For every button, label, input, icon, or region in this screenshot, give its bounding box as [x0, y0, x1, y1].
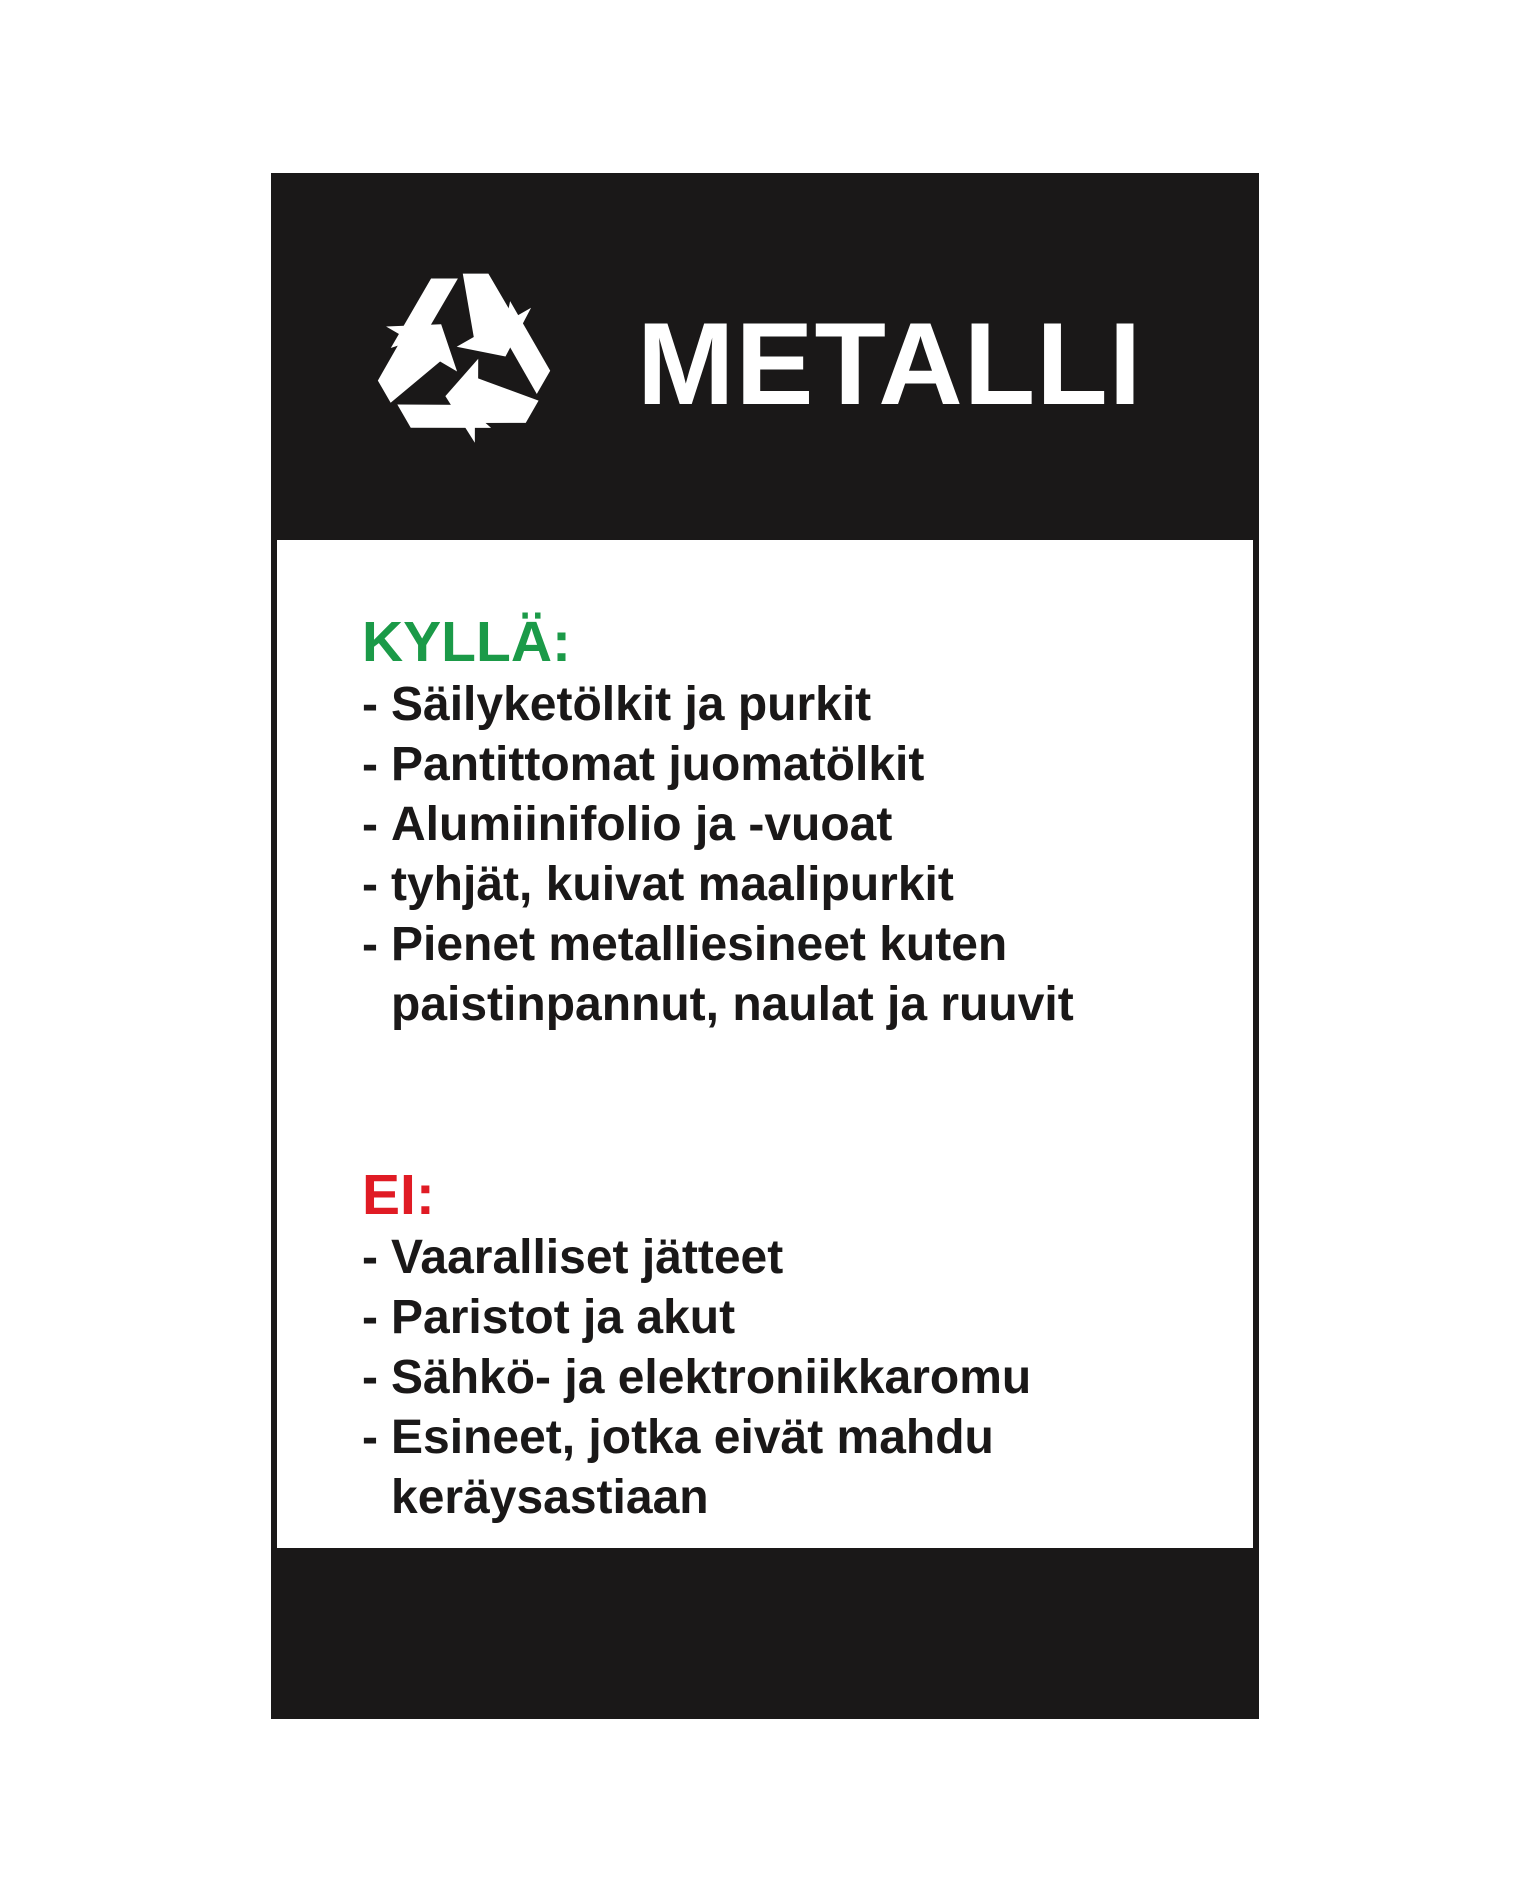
list-dash: -	[362, 798, 378, 851]
list-dash: -	[362, 1291, 378, 1344]
list-dash: -	[362, 678, 378, 731]
list-item	[362, 855, 1222, 915]
sign-content	[362, 609, 1222, 1528]
list-item-text: Säilyketölkit ja purkit	[391, 678, 872, 731]
list-dash: -	[362, 918, 378, 971]
list-item-text: Paristot ja akut	[391, 1291, 736, 1344]
accepted-list	[362, 675, 1222, 1035]
list-item	[362, 795, 1222, 855]
rejected-heading: EI:	[362, 1163, 435, 1227]
list-item-text: Pienet metalliesineet kuten paistinpannut, naulat ja ruuvit	[391, 918, 1074, 1031]
rejected-list	[362, 1228, 1222, 1528]
accepted-section	[362, 609, 1222, 1035]
rejected-section	[362, 1162, 1222, 1528]
list-item-text: Esineet, jotka eivät mahdu keräysastiaan	[391, 1411, 994, 1524]
list-item	[362, 915, 1222, 1035]
list-item-text: Pantittomat juomatölkit	[391, 738, 925, 791]
list-item	[362, 1228, 1222, 1288]
accepted-heading: KYLLÄ:	[362, 610, 571, 674]
list-item-text: Vaaralliset jätteet	[391, 1231, 784, 1284]
list-item	[362, 735, 1222, 795]
list-dash: -	[362, 1351, 378, 1404]
sign-footer-band	[277, 1548, 1253, 1713]
list-item	[362, 1408, 1222, 1528]
list-dash: -	[362, 858, 378, 911]
sign-header	[277, 179, 1253, 540]
list-dash: -	[362, 1411, 378, 1464]
recycle-icon	[339, 237, 589, 481]
list-item	[362, 675, 1222, 735]
list-item	[362, 1288, 1222, 1348]
sign-title: METALLI	[637, 298, 1143, 429]
list-item-text: Alumiinifolio ja -vuoat	[391, 798, 893, 851]
list-item	[362, 1348, 1222, 1408]
list-dash: -	[362, 1231, 378, 1284]
recycling-sign	[271, 173, 1259, 1719]
list-item-text: tyhjät, kuivat maalipurkit	[391, 858, 954, 911]
list-dash: -	[362, 738, 378, 791]
list-item-text: Sähkö- ja elektroniikkaromu	[391, 1351, 1032, 1404]
